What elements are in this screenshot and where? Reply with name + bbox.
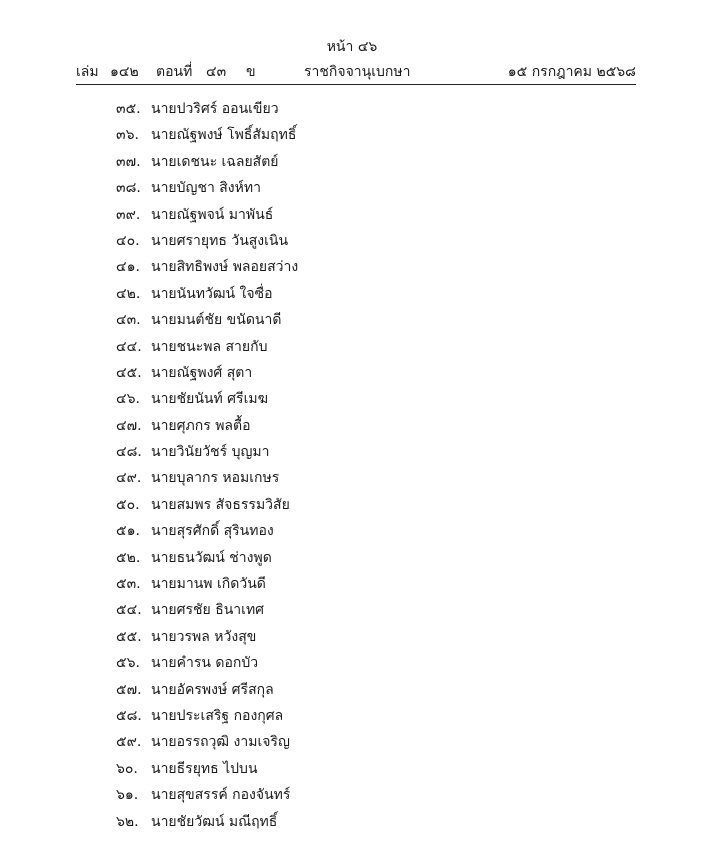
issue-number: ๔๓ <box>206 64 227 80</box>
list-item <box>0 281 704 307</box>
list-item <box>0 597 704 623</box>
issue-label: ตอนที่ <box>156 64 193 80</box>
entry-number: ๓๙. <box>116 206 141 223</box>
entry-number: ๔๙. <box>116 470 142 487</box>
entry-number: ๔๔. <box>116 338 142 355</box>
entry-number: ๔๐. <box>116 232 140 249</box>
entry-number: ๕๙. <box>116 734 142 751</box>
entry-number: ๕๐. <box>116 496 140 513</box>
list-item <box>0 202 704 228</box>
list-item <box>0 307 704 333</box>
entry-number: ๓๗. <box>116 153 141 170</box>
entry-name: นายศรชัย ธินาเทศ <box>151 602 265 619</box>
list-item <box>0 175 704 201</box>
entry-name: นายชัยนันท์ ศรีเมฆ <box>151 391 268 408</box>
entry-name: นายสุขสรรค์ กองจันทร์ <box>151 787 291 804</box>
list-item <box>0 703 704 729</box>
entry-name: นายวรพล หวังสุข <box>151 628 257 645</box>
list-item <box>0 756 704 782</box>
entry-number: ๔๓. <box>116 312 141 329</box>
list-item <box>0 571 704 597</box>
entry-number: ๕๑. <box>116 523 140 540</box>
entry-name: นายสิทธิพงษ์ พลอยสว่าง <box>151 259 299 276</box>
entry-name: นายสุรศักดิ์ สุรินทอง <box>151 523 274 540</box>
list-item <box>0 545 704 571</box>
entry-name: นายศรายุทธ วันสูงเนิน <box>151 232 289 249</box>
entry-number: ๖๒. <box>116 813 139 830</box>
entry-name: นายอรรถวุฒิ งามเจริญ <box>151 734 290 751</box>
volume-label: เล่ม <box>76 64 99 80</box>
entry-name: นายวินัยวัชร์ บุญมา <box>151 444 270 461</box>
section-letter: ข <box>246 64 256 80</box>
list-item <box>0 677 704 703</box>
entry-name: นายนันทวัฒน์ ใจซื่อ <box>151 285 273 302</box>
entry-name: นายบัญชา สิงห์ทา <box>151 180 261 197</box>
entry-name: นายมนต์ชัย ขนัดนาดี <box>151 312 282 329</box>
entry-name: นายคำรน ดอกบัว <box>151 655 259 672</box>
list-item <box>0 386 704 412</box>
entry-number: ๔๒. <box>116 285 141 302</box>
list-item <box>0 413 704 439</box>
list-item <box>0 254 704 280</box>
entry-number: ๔๗. <box>116 417 142 434</box>
entry-name: นายบุลากร หอมเกษร <box>151 470 280 487</box>
entry-name: นายณัฐพงศ์ สุตา <box>151 364 253 381</box>
list-item <box>0 492 704 518</box>
page-number: หน้า ๔๖ <box>326 39 378 55</box>
entry-name: นายเดชนะ เฉลยสัตย์ <box>151 153 279 170</box>
publication-date: ๑๕ กรกฎาคม ๒๕๖๘ <box>507 64 636 80</box>
entry-name: นายชนะพล สายกับ <box>151 338 268 355</box>
name-list <box>0 96 704 835</box>
entry-name: นายณัฐพจน์ มาพันธ์ <box>151 206 274 223</box>
entry-number: ๕๖. <box>116 655 140 672</box>
entry-name: นายณัฐพงษ์ โพธิ์สัมฤทธิ์ <box>151 127 297 144</box>
list-item <box>0 624 704 650</box>
entry-number: ๖๑. <box>116 787 139 804</box>
entry-number: ๓๘. <box>116 180 141 197</box>
list-item <box>0 439 704 465</box>
entry-name: นายปวริศร์ ออนเขียว <box>151 101 279 117</box>
gazette-name: ราชกิจจานุเบกษา <box>304 64 411 80</box>
entry-number: ๔๑. <box>116 259 140 276</box>
list-item <box>0 809 704 835</box>
entry-number: ๔๖. <box>116 391 140 408</box>
list-item <box>0 782 704 808</box>
list-item <box>0 729 704 755</box>
entry-number: ๕๘. <box>116 707 142 724</box>
entry-name: นายประเสริฐ กองกุศล <box>151 707 284 724</box>
entry-name: นายสมพร สัจธรรมวิสัย <box>151 496 290 513</box>
entry-name: นายชัยวัฒน์ มณีฤทธิ์ <box>151 813 278 830</box>
entry-number: ๓๖. <box>116 127 139 144</box>
entry-number: ๔๘. <box>116 444 142 461</box>
list-item <box>0 96 704 122</box>
volume-number: ๑๔๒ <box>110 64 139 80</box>
list-item <box>0 228 704 254</box>
list-item <box>0 149 704 175</box>
entry-number: ๕๕. <box>116 628 142 645</box>
list-item <box>0 334 704 360</box>
list-item <box>0 122 704 148</box>
entry-number: ๕๓. <box>116 576 141 593</box>
entry-number: ๕๗. <box>116 681 142 698</box>
list-item <box>0 360 704 386</box>
entry-number: ๕๔. <box>116 602 142 619</box>
gazette-header <box>76 62 636 82</box>
list-item <box>0 650 704 676</box>
entry-number: ๖๐. <box>116 760 138 777</box>
entry-name: นายมานพ เกิดวันดี <box>151 576 266 593</box>
entry-name: นายธนวัฒน์ ช่างพูด <box>151 549 272 566</box>
entry-name: นายศุภกร พลตื้อ <box>151 417 251 434</box>
entry-name: นายอัครพงษ์ ศรีสกุล <box>151 681 274 698</box>
header-divider <box>76 84 636 85</box>
entry-number: ๕๒. <box>116 549 141 566</box>
list-item <box>0 518 704 544</box>
list-item <box>0 465 704 491</box>
entry-number: ๔๕. <box>116 364 142 381</box>
entry-number: ๓๕. <box>116 101 141 117</box>
entry-name: นายธีรยุทธ ไปบน <box>151 760 258 777</box>
